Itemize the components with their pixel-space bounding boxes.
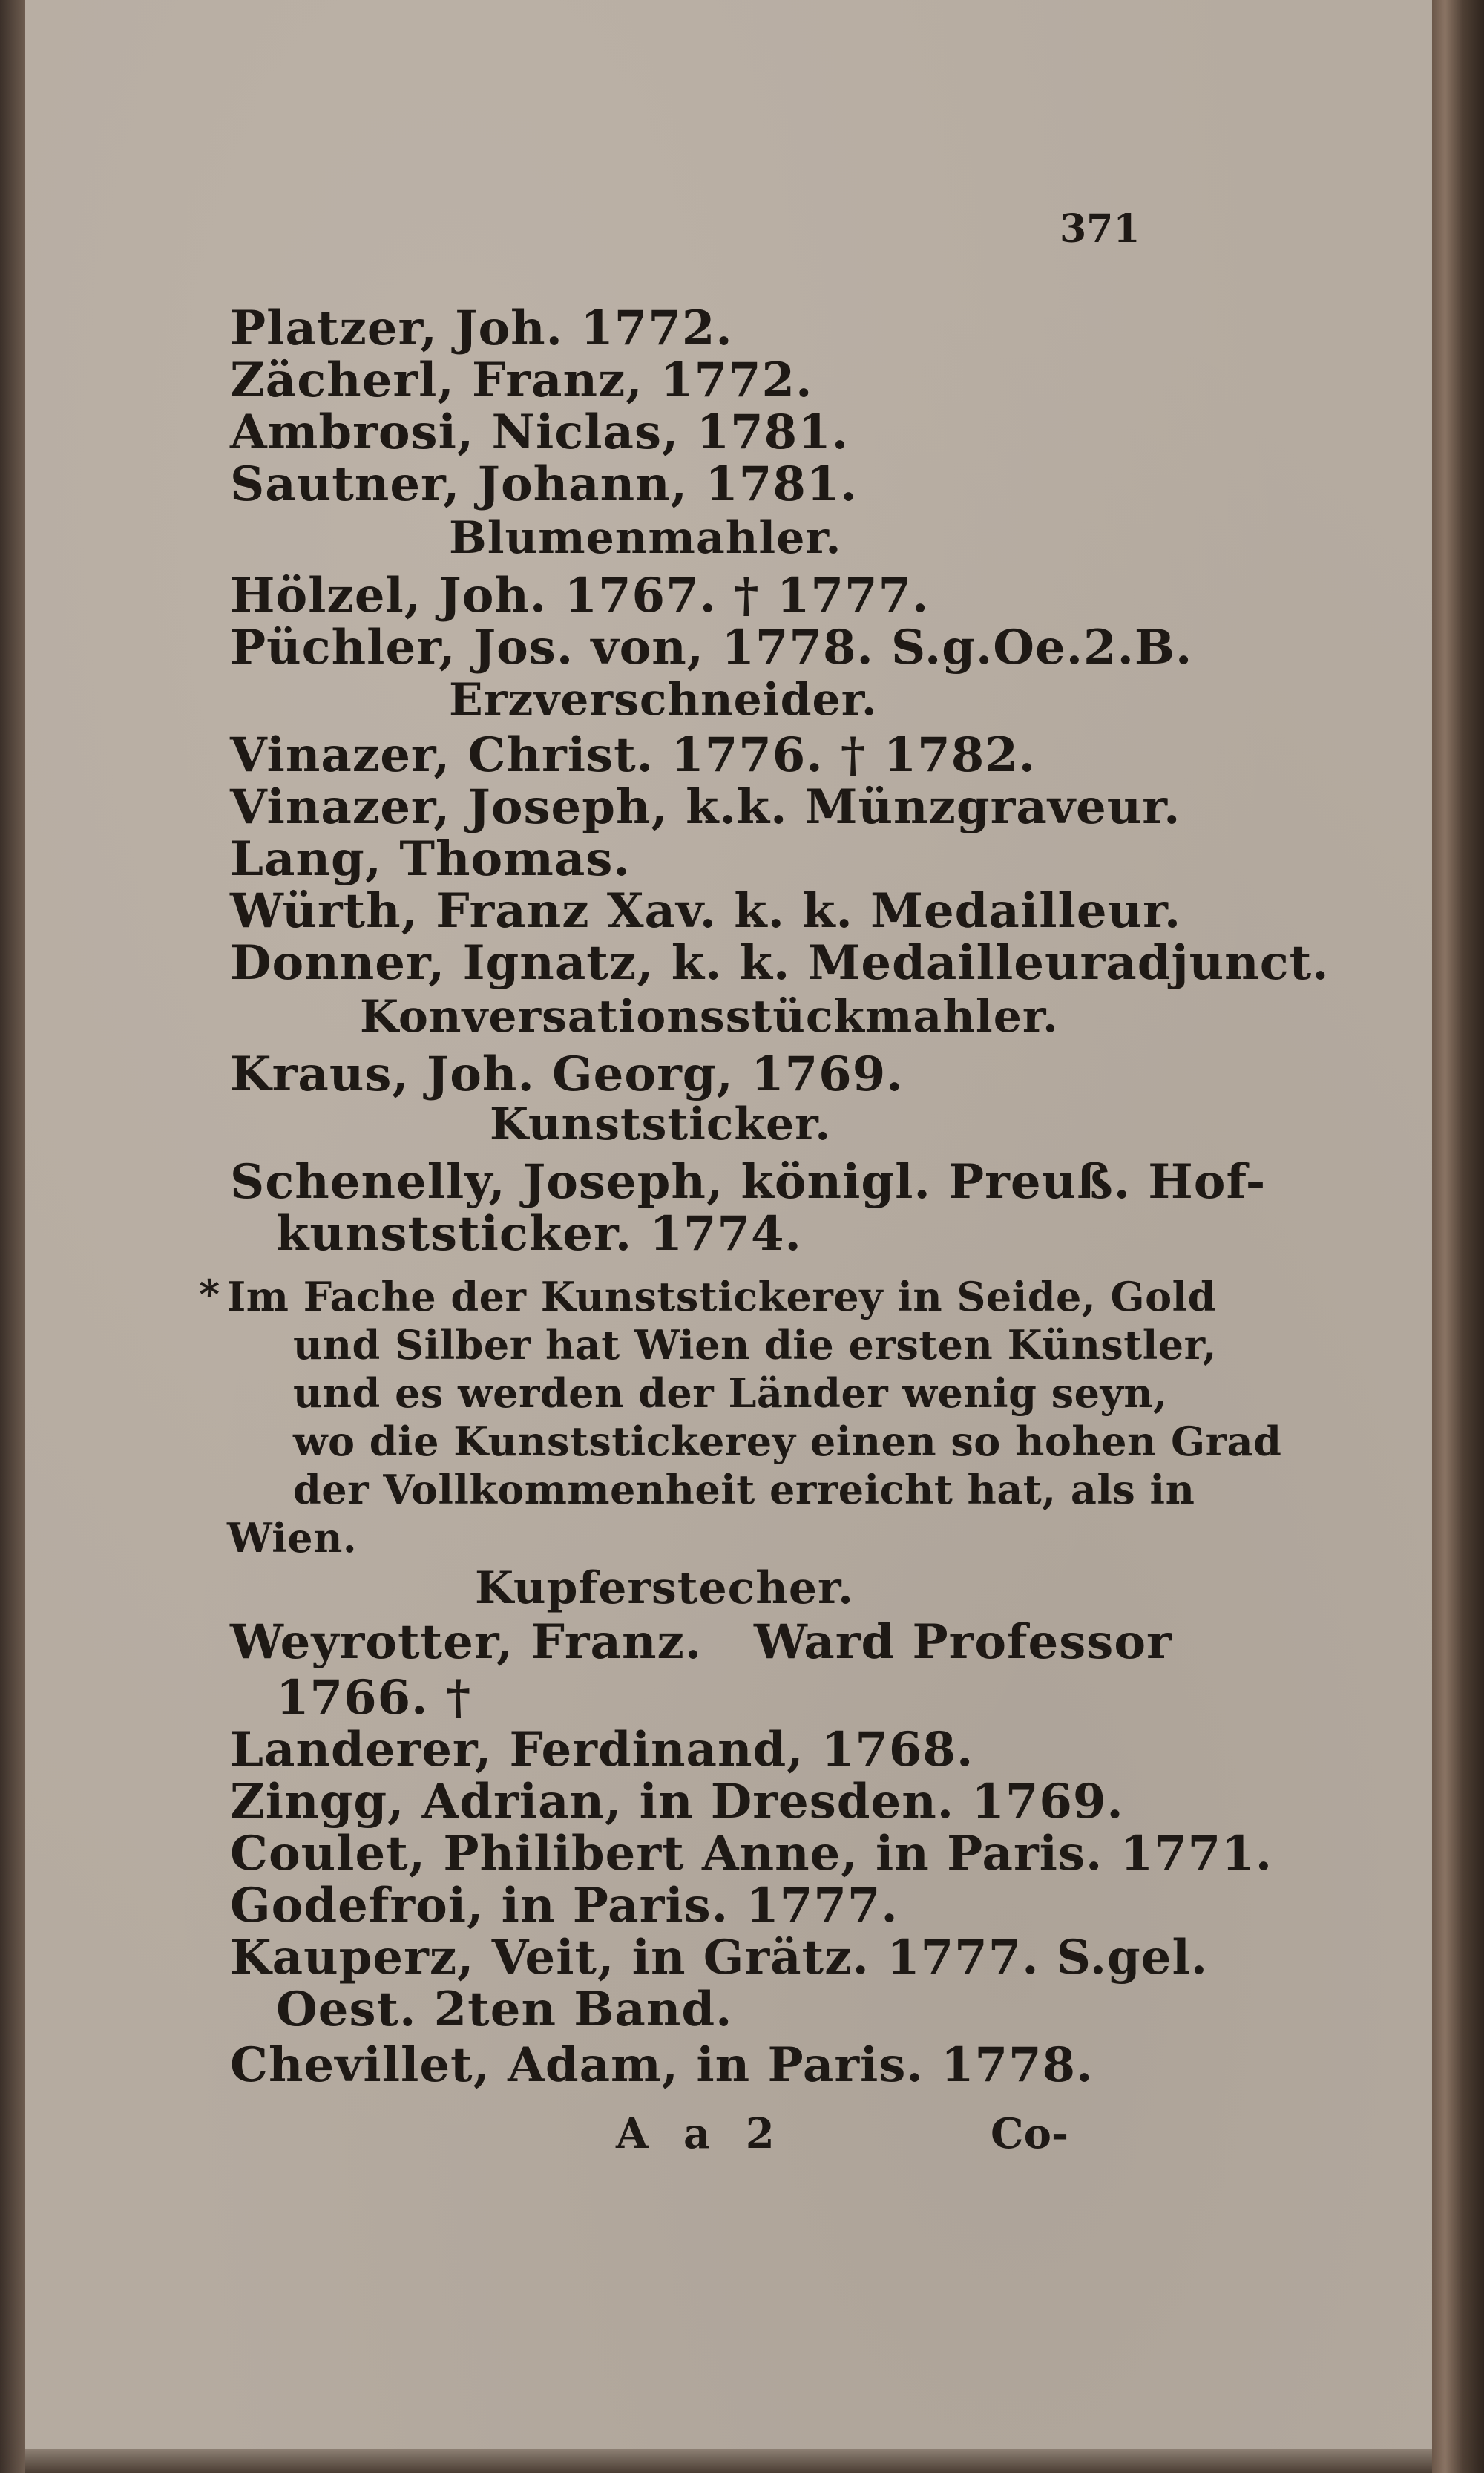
entry-lang: Lang, Thomas. (230, 831, 631, 887)
entry-coulet: Coulet, Philibert Anne, in Paris. 1771. (230, 1826, 1273, 1881)
entry-kauperz-line2: Oest. 2ten Band. (276, 1982, 733, 2037)
section-heading-konversationsstueckmahler: Konversationsstückmahler. (360, 991, 1059, 1043)
footnote-line-6: Wien. (227, 1514, 358, 1562)
catchword: Co- (991, 2109, 1069, 2158)
entry-vinazer-joseph: Vinazer, Joseph, k.k. Münzgraveur. (230, 779, 1181, 835)
entry-zingg: Zingg, Adrian, in Dresden. 1769. (230, 1774, 1124, 1830)
footnote-marker: * (199, 1271, 220, 1318)
footnote-line-1: Im Fache der Kunststickerey in Seide, Gold (227, 1273, 1216, 1320)
footnote-line-3: und es werden der Länder wenig seyn, (293, 1369, 1168, 1417)
section-heading-blumenmahler: Blumenmahler. (449, 512, 842, 564)
section-heading-erzverschneider: Erzverschneider. (449, 674, 878, 726)
entry-schenelly-line2: kunststicker. 1774. (276, 1206, 802, 1262)
entry-weyrotter-line2: 1766. † (276, 1670, 472, 1726)
section-heading-kunststicker: Kunststicker. (490, 1098, 832, 1150)
signature-mark: A a 2 (616, 2109, 785, 2158)
left-page-edge (0, 0, 25, 2473)
entry-kraus: Kraus, Joh. Georg, 1769. (230, 1046, 904, 1102)
entry-zaecherl: Zächerl, Franz, 1772. (230, 353, 813, 408)
entry-platzer: Platzer, Joh. 1772. (230, 301, 733, 356)
entry-hoelzel: Hölzel, Joh. 1767. † 1777. (230, 568, 930, 623)
entry-schenelly-line1: Schenelly, Joseph, königl. Preuß. Hof- (230, 1154, 1267, 1210)
entry-sautner: Sautner, Johann, 1781. (230, 456, 858, 512)
entry-weyrotter-line1: Weyrotter, Franz. Ward Professor (230, 1614, 1172, 1670)
entry-kauperz-line1: Kauperz, Veit, in Grätz. 1777. S.gel. (230, 1930, 1209, 1985)
right-page-edge (1432, 0, 1484, 2473)
section-heading-kupferstecher: Kupferstecher. (475, 1562, 854, 1614)
page-bottom-edge (25, 2449, 1432, 2473)
entry-wuerth: Würth, Franz Xav. k. k. Medailleur. (230, 883, 1182, 939)
entry-landerer: Landerer, Ferdinand, 1768. (230, 1722, 974, 1778)
entry-chevillet: Chevillet, Adam, in Paris. 1778. (230, 2037, 1094, 2093)
footnote-line-2: und Silber hat Wien die ersten Künstler, (293, 1321, 1217, 1369)
footnote-line-4: wo die Kunststickerey einen so hohen Grad (293, 1418, 1282, 1465)
entry-puechler: Püchler, Jos. von, 1778. S.g.Oe.2.B. (230, 620, 1193, 675)
page-number: 371 (1060, 206, 1140, 252)
footnote-line-5: der Vollkommenheit erreicht hat, als in (293, 1466, 1195, 1513)
entry-donner: Donner, Ignatz, k. k. Medailleuradjunct. (230, 935, 1330, 991)
entry-ambrosi: Ambrosi, Niclas, 1781. (230, 404, 849, 460)
entry-godefroi: Godefroi, in Paris. 1777. (230, 1878, 899, 1933)
entry-vinazer-christ: Vinazer, Christ. 1776. † 1782. (230, 727, 1037, 783)
